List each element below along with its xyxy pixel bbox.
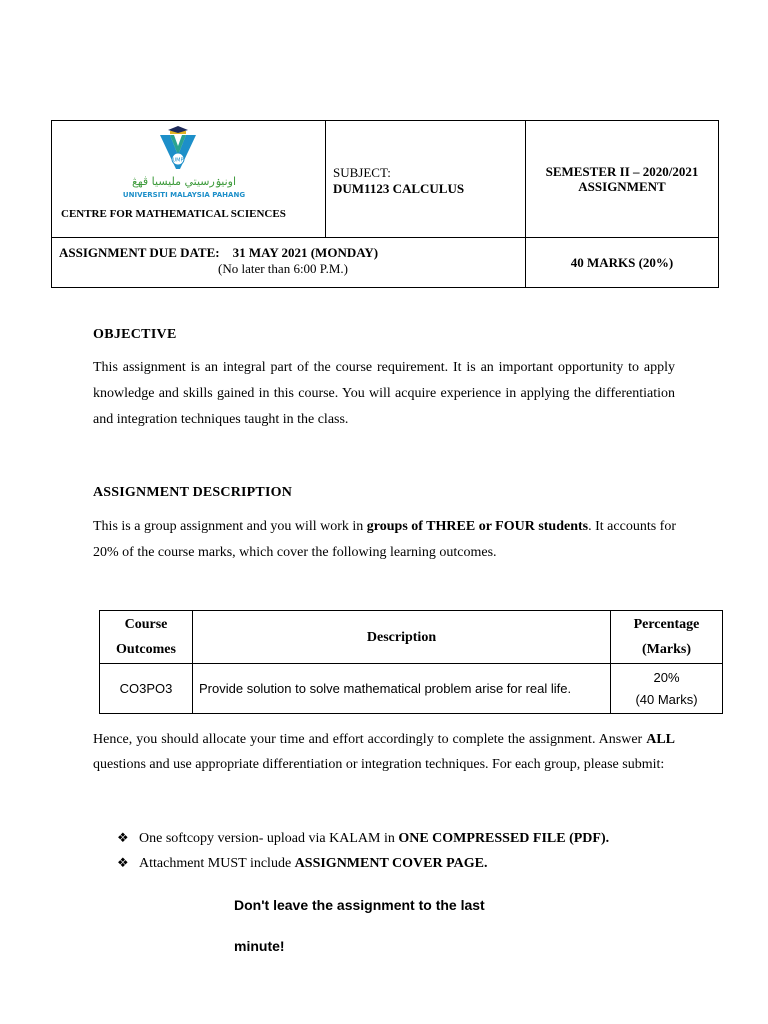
diamond-bullet-icon: ❖ (117, 855, 129, 870)
header-course-line1: Course (124, 617, 168, 632)
due-label (59, 245, 378, 261)
header-pct-line2: (Marks) (642, 642, 691, 657)
semester-cell (526, 121, 719, 238)
description-body (93, 514, 676, 566)
outcomes-header-row (100, 611, 723, 664)
outcome-marks-value: (40 Marks) (635, 691, 698, 707)
logo-cell (52, 121, 326, 238)
outcome-pct-value: 20% (653, 669, 680, 685)
instructions-paragraph (93, 727, 675, 777)
list-item (117, 854, 487, 873)
bullet-1-bold: ONE COMPRESSED FILE (PDF). (398, 831, 610, 846)
outcome-code: CO3PO3 (100, 664, 193, 714)
semester-text: SEMESTER II – 2020/2021 (545, 164, 699, 179)
list-item (117, 829, 609, 848)
bullet-1-text: One softcopy version- upload via KALAM in (139, 831, 399, 846)
bullet-2-bold: ASSIGNMENT COVER PAGE. (294, 856, 488, 871)
objective-body: This assignment is an integral part of the course requirement. It is an important opportunity to apply knowledge and skills gained in this course. You will acquire experience in applying the differentiation and integration techniques taught in the class. (93, 360, 675, 427)
header-course-line2: Outcomes (116, 642, 176, 657)
description-group-size: groups of THREE or FOUR students (366, 519, 589, 534)
description-text-a: This is a group assignment and you will work in (93, 519, 367, 534)
subject-cell (326, 121, 526, 238)
due-date-cell (52, 238, 526, 288)
logo-badge-text: UMP (172, 157, 184, 164)
outcome-percentage (611, 664, 723, 714)
outcomes-table (99, 610, 723, 714)
instructions-text-a: Hence, you should allocate your time and effort accordingly to complete the assignment. Answer (93, 732, 647, 747)
marks-cell (526, 238, 719, 288)
logo-arabic-text: اونيۏرسيتي مليسيا ڤهڠ (131, 175, 237, 188)
description-heading: ASSIGNMENT DESCRIPTION (93, 485, 293, 500)
marks-text: 40 MARKS (20%) (570, 255, 674, 270)
subject-code: DUM1123 CALCULUS (333, 181, 465, 196)
logo-name-text: UNIVERSITI MALAYSIA PAHANG (122, 191, 246, 199)
centre-name: CENTRE FOR MATHEMATICAL SCIENCES (61, 208, 286, 220)
due-note: (No later than 6:00 P.M.) (218, 261, 348, 276)
instructions-all: ALL (646, 732, 675, 747)
header-table (51, 120, 719, 288)
header-pct-line1: Percentage (633, 617, 700, 632)
assignment-label: ASSIGNMENT (578, 179, 666, 194)
description-text-b: . It accounts for 20% of the course marks, which cover the following learning outcomes. (93, 519, 676, 560)
description-header: Description (193, 611, 611, 664)
objective-heading: OBJECTIVE (93, 327, 177, 342)
instructions-text-b: questions and use appropriate differentiation or integration techniques. For each group, please submit: (93, 757, 665, 772)
due-date-value: 31 MAY 2021 (MONDAY) (232, 245, 379, 260)
reminder-line-1: Don't leave the assignment to the last (234, 897, 485, 913)
university-logo (152, 125, 204, 173)
course-outcomes-header (100, 611, 193, 664)
table-row (100, 664, 723, 714)
reminder-line-2: minute! (234, 938, 285, 954)
due-label-text: ASSIGNMENT DUE DATE: (59, 245, 220, 260)
outcome-description: Provide solution to solve mathematical problem arise for real life. (193, 664, 611, 714)
percentage-header (611, 611, 723, 664)
diamond-bullet-icon: ❖ (117, 830, 129, 845)
subject-label: SUBJECT: (333, 165, 391, 180)
bullet-2-text: Attachment MUST include (139, 856, 295, 871)
